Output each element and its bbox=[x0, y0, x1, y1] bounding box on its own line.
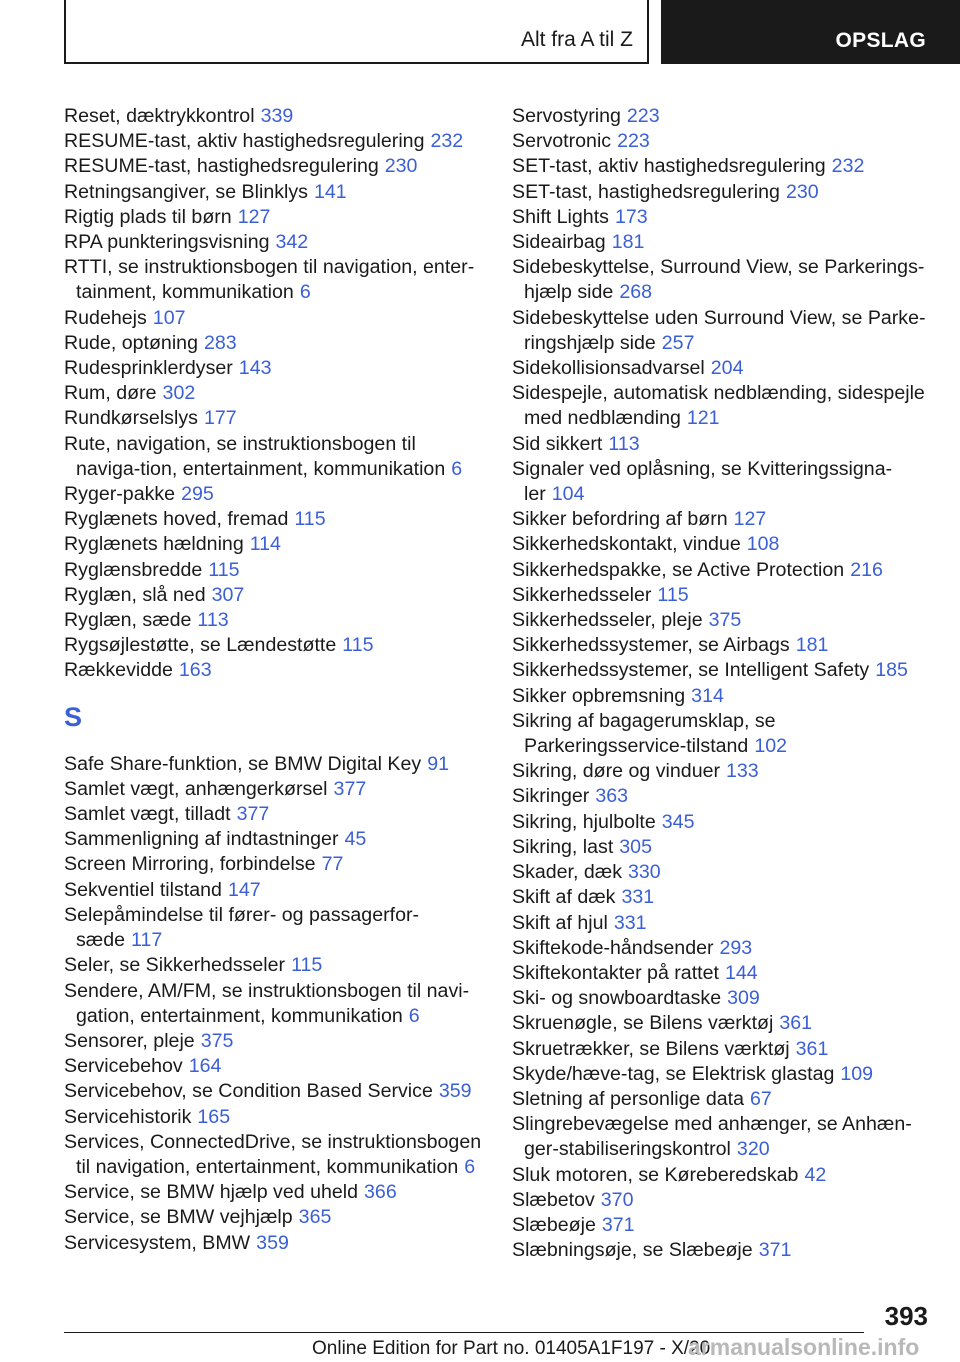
page-link[interactable]: 339 bbox=[260, 105, 294, 127]
index-entry-text: Sikring af bagagerumsklap, se Parkeringsservice-tilstand bbox=[512, 709, 776, 758]
index-entry bbox=[512, 356, 932, 381]
page-link[interactable]: 117 bbox=[131, 929, 163, 952]
page-link[interactable]: 309 bbox=[727, 987, 760, 1010]
index-entry-text: Skruetrækker, se Bilens værktøj bbox=[512, 1037, 790, 1060]
page-link[interactable]: 115 bbox=[208, 558, 240, 581]
index-entry-text: Sikker opbremsning bbox=[512, 684, 686, 707]
index-entry-text: Rude, optøning bbox=[64, 331, 198, 354]
index-entry bbox=[64, 852, 484, 877]
index-entry bbox=[512, 381, 932, 431]
index-entry-text: Sluk motoren, se Køreberedskab bbox=[512, 1163, 799, 1186]
index-entry-text: RESUME-tast, aktiv hastighedsregulering bbox=[64, 130, 425, 153]
footer-divider bbox=[64, 1332, 864, 1333]
index-entry bbox=[64, 827, 484, 852]
index-entry-text: Service, se BMW hjælp ved uheld bbox=[64, 1181, 359, 1204]
page-link[interactable]: 6 bbox=[451, 457, 463, 480]
page-link[interactable]: 232 bbox=[430, 130, 464, 153]
index-entry bbox=[512, 154, 932, 179]
index-entry bbox=[64, 532, 484, 557]
index-entry-text: Slæbetov bbox=[512, 1188, 595, 1211]
index-entry bbox=[64, 406, 484, 431]
index-entry bbox=[512, 532, 932, 557]
index-entry-text: Samlet vægt, anhængerkørsel bbox=[64, 777, 328, 800]
section-letter-s: S bbox=[64, 701, 83, 732]
page-link[interactable]: 283 bbox=[203, 331, 237, 354]
page-link[interactable]: 331 bbox=[621, 886, 655, 909]
page-link[interactable]: 359 bbox=[438, 1080, 472, 1103]
index-entry-text: Rum, døre bbox=[64, 382, 157, 405]
index-entry bbox=[64, 558, 484, 583]
index-entry bbox=[512, 558, 932, 583]
index-entry bbox=[512, 961, 932, 986]
index-column-left bbox=[64, 104, 484, 1256]
page-link[interactable]: 377 bbox=[333, 777, 367, 800]
index-entry-text: Sidebeskyttelse uden Surround View, se Parke-ringshjælp side bbox=[512, 306, 926, 354]
index-entry bbox=[64, 255, 484, 305]
page-link[interactable]: 375 bbox=[200, 1029, 234, 1052]
index-entry bbox=[64, 583, 484, 608]
index-entry-text: Skruenøgle, se Bilens værktøj bbox=[512, 1012, 774, 1035]
watermark-logo: armanualsonline.info bbox=[688, 1334, 920, 1360]
page-link[interactable]: 133 bbox=[726, 760, 759, 783]
page-link[interactable]: 185 bbox=[875, 659, 908, 682]
index-entry bbox=[64, 432, 484, 482]
index-entry-text: Servicehistorik bbox=[64, 1105, 192, 1128]
index-entry-text: Rudehejs bbox=[64, 306, 147, 329]
index-entry bbox=[512, 1011, 932, 1036]
page-link[interactable]: 102 bbox=[754, 735, 788, 758]
page-link[interactable]: 114 bbox=[249, 533, 281, 556]
page-link[interactable]: 223 bbox=[617, 130, 650, 153]
page-link[interactable]: 361 bbox=[795, 1037, 829, 1060]
index-entry bbox=[64, 752, 484, 777]
index-entry bbox=[64, 658, 484, 683]
index-entry-text: Sendere, AM/FM, se instruktionsbogen til navi-gation, entertainment, kommunikation bbox=[64, 979, 470, 1027]
index-entry bbox=[512, 507, 932, 532]
index-entry-text: Samlet vægt, tilladt bbox=[64, 803, 231, 826]
index-entry-text: RTTI, se instruktionsbogen til navigation, enter-tainment, kommunikation bbox=[64, 256, 475, 304]
page-link[interactable]: 165 bbox=[197, 1105, 231, 1128]
index-entry bbox=[64, 1205, 484, 1230]
header-tab-label: OPSLAG bbox=[835, 29, 926, 52]
index-entry bbox=[512, 684, 932, 709]
page-link[interactable]: 127 bbox=[237, 205, 271, 228]
index-entry-text: Skiftekode-håndsender bbox=[512, 936, 714, 959]
index-entry-text: Service, se BMW vejhjælp bbox=[64, 1206, 293, 1229]
index-entry bbox=[64, 1180, 484, 1205]
page-link[interactable]: 293 bbox=[719, 936, 753, 959]
index-entry bbox=[64, 381, 484, 406]
index-entry-text: Sikring, hjulbolte bbox=[512, 810, 656, 833]
index-entry-text: Rygsøjlestøtte, se Lændestøtte bbox=[64, 634, 337, 657]
index-entry bbox=[512, 835, 932, 860]
index-column-right bbox=[512, 104, 932, 1263]
page-link[interactable]: 370 bbox=[600, 1188, 634, 1211]
index-entry bbox=[512, 885, 932, 910]
index-entry bbox=[512, 608, 932, 633]
index-group-s-continued bbox=[512, 104, 932, 1263]
page-link[interactable]: 345 bbox=[661, 810, 695, 833]
index-entry bbox=[64, 1105, 484, 1130]
page-link[interactable]: 371 bbox=[758, 1239, 792, 1262]
index-entry-text: Servostyring bbox=[512, 105, 621, 127]
index-entry bbox=[64, 903, 484, 953]
index-entry-text: Signaler ved oplåsning, se Kvitteringssigna-ler bbox=[512, 457, 893, 506]
index-entry-text: Rækkevidde bbox=[64, 659, 173, 682]
page-link[interactable]: 91 bbox=[427, 752, 449, 775]
index-entry-text: Sikring, døre og vinduer bbox=[512, 760, 721, 783]
index-entry bbox=[512, 911, 932, 936]
index-entry-text: Retningsangiver, se Blinklys bbox=[64, 180, 308, 203]
index-entry-text: Shift Lights bbox=[512, 205, 609, 228]
page-link[interactable]: 143 bbox=[238, 357, 272, 380]
index-entry-text: Rigtig plads til børn bbox=[64, 205, 232, 228]
index-entry bbox=[64, 356, 484, 381]
page-link[interactable]: 177 bbox=[203, 407, 237, 430]
index-entry-text: Skift af hjul bbox=[512, 911, 608, 934]
index-entry-text: RESUME-tast, hastighedsregulering bbox=[64, 155, 379, 178]
index-entry bbox=[512, 1087, 932, 1112]
page-link[interactable]: 377 bbox=[236, 803, 270, 826]
index-entry-text: SET-tast, aktiv hastighedsregulering bbox=[512, 155, 826, 178]
index-entry bbox=[512, 205, 932, 230]
index-entry-text: Servicebehov bbox=[64, 1055, 183, 1078]
index-entry bbox=[64, 633, 484, 658]
page-link[interactable]: 115 bbox=[294, 508, 326, 531]
index-entry-text: SET-tast, hastighedsregulering bbox=[512, 180, 780, 203]
index-entry bbox=[512, 306, 932, 356]
page-link[interactable]: 331 bbox=[613, 911, 647, 934]
page-link[interactable]: 204 bbox=[710, 357, 744, 380]
index-entry bbox=[512, 986, 932, 1011]
page-link[interactable]: 361 bbox=[779, 1012, 813, 1035]
page-link[interactable]: 181 bbox=[611, 231, 645, 254]
page-link[interactable]: 375 bbox=[708, 609, 742, 632]
index-entry-text: Ryglænets hældning bbox=[64, 533, 244, 556]
index-entry-text: Sikringer bbox=[512, 785, 590, 808]
index-entry-text: Sikker befordring af børn bbox=[512, 508, 728, 531]
page-link[interactable]: 144 bbox=[724, 961, 758, 984]
index-entry bbox=[512, 432, 932, 457]
index-entry bbox=[64, 979, 484, 1029]
page-link[interactable]: 295 bbox=[181, 483, 214, 506]
index-entry bbox=[64, 1029, 484, 1054]
page-link[interactable]: 257 bbox=[661, 331, 695, 354]
index-entry bbox=[64, 104, 484, 129]
page-link[interactable]: 104 bbox=[551, 483, 585, 506]
index-entry bbox=[64, 331, 484, 356]
index-entry bbox=[512, 1037, 932, 1062]
page-link[interactable]: 113 bbox=[197, 609, 229, 632]
index-entry bbox=[64, 180, 484, 205]
index-entry-text: Sensorer, pleje bbox=[64, 1029, 195, 1052]
index-entry bbox=[512, 658, 932, 683]
index-entry bbox=[512, 936, 932, 961]
page-link[interactable]: 359 bbox=[256, 1231, 289, 1254]
index-entry-text: Slæbningsøje, se Slæbeøje bbox=[512, 1239, 753, 1262]
index-entry bbox=[64, 878, 484, 903]
index-entry-text: Sikkerhedspakke, se Active Protection bbox=[512, 558, 845, 581]
index-entry bbox=[512, 1163, 932, 1188]
index-entry-text: Sikkerhedskontakt, vindue bbox=[512, 533, 741, 556]
page-link[interactable]: 42 bbox=[804, 1163, 827, 1186]
index-entry-text: Ryger-pakke bbox=[64, 483, 176, 506]
index-entry-text: Sletning af personlige data bbox=[512, 1087, 745, 1110]
index-entry bbox=[64, 953, 484, 978]
page-link[interactable]: 302 bbox=[162, 382, 196, 405]
header-box bbox=[64, 0, 649, 64]
page-link[interactable]: 314 bbox=[691, 684, 724, 707]
index-entry-text: Servicebehov, se Condition Based Service bbox=[64, 1080, 433, 1103]
index-entry-text: Seler, se Sikkerhedsseler bbox=[64, 954, 286, 977]
page-link[interactable]: 342 bbox=[275, 231, 309, 254]
index-entry-text: Slingrebevægelse med anhænger, se Anhæn-ger-stabiliseringskontrol bbox=[512, 1113, 912, 1161]
index-entry bbox=[512, 633, 932, 658]
page-link[interactable]: 223 bbox=[626, 105, 660, 127]
index-entry-text: Skader, dæk bbox=[512, 861, 623, 884]
index-entry bbox=[64, 1054, 484, 1079]
page-link[interactable]: 320 bbox=[736, 1138, 770, 1161]
index-entry bbox=[512, 129, 932, 154]
page-link[interactable]: 115 bbox=[657, 583, 689, 606]
index-entry bbox=[512, 104, 932, 129]
index-entry bbox=[512, 230, 932, 255]
index-entry-text: Sidekollisionsadvarsel bbox=[512, 357, 705, 380]
index-entry-text: Slæbeøje bbox=[512, 1213, 596, 1236]
index-entry-text: Skyde/hæve-tag, se Elektrisk glastag bbox=[512, 1062, 835, 1085]
page-link[interactable]: 307 bbox=[211, 583, 245, 606]
page-link[interactable]: 115 bbox=[342, 634, 374, 657]
page-link[interactable]: 147 bbox=[227, 878, 261, 901]
page-link[interactable]: 371 bbox=[601, 1213, 635, 1236]
index-entry-text: RPA punkteringsvisning bbox=[64, 231, 270, 254]
index-entry-text: Sikkerhedssystemer, se Intelligent Safety bbox=[512, 659, 870, 682]
index-entry bbox=[64, 482, 484, 507]
index-entry-text: Servotronic bbox=[512, 130, 612, 153]
index-entry bbox=[64, 1079, 484, 1104]
index-entry bbox=[512, 810, 932, 835]
index-entry-text: Ryglænets hoved, fremad bbox=[64, 508, 289, 531]
index-entry-text: Sikkerhedsseler, pleje bbox=[512, 609, 703, 632]
page-link[interactable]: 127 bbox=[733, 508, 767, 531]
page-link[interactable]: 268 bbox=[619, 281, 653, 304]
page-number: 393 bbox=[884, 1301, 928, 1331]
index-entry-text: Screen Mirroring, forbindelse bbox=[64, 853, 316, 876]
page-link[interactable]: 216 bbox=[850, 558, 883, 581]
index-entry-text: Sikkerhedssystemer, se Airbags bbox=[512, 634, 790, 657]
index-entry bbox=[512, 1112, 932, 1162]
footer-edition: Online Edition for Part no. 01405A1F197 - X/20 bbox=[312, 1338, 711, 1359]
index-entry-text: Ryglæn, sæde bbox=[64, 609, 192, 632]
index-entry-text: Ryglæn, slå ned bbox=[64, 583, 206, 606]
page-link[interactable]: 108 bbox=[746, 533, 780, 556]
index-entry-text: Sikkerhedsseler bbox=[512, 583, 652, 606]
index-entry bbox=[64, 306, 484, 331]
index-entry bbox=[64, 1231, 484, 1256]
index-entry-text: Sidespejle, automatisk nedblænding, sidespejle med nedblænding bbox=[512, 382, 925, 430]
index-entry bbox=[64, 777, 484, 802]
index-entry-text: Reset, dæktrykkontrol bbox=[64, 105, 255, 127]
page-link[interactable]: 6 bbox=[464, 1155, 476, 1178]
index-entry bbox=[512, 1213, 932, 1238]
index-entry bbox=[512, 860, 932, 885]
index-entry-text: Rudesprinklerdyser bbox=[64, 357, 233, 380]
index-group-r bbox=[64, 104, 484, 684]
index-entry-text: Servicesystem, BMW bbox=[64, 1231, 251, 1254]
index-entry-text: Sekventiel tilstand bbox=[64, 878, 222, 901]
index-entry bbox=[64, 205, 484, 230]
index-entry-text: Skiftekontakter på rattet bbox=[512, 961, 719, 984]
index-entry-text: Sidebeskyttelse, Surround View, se Parkerings-hjælp side bbox=[512, 256, 925, 304]
page-link[interactable]: 121 bbox=[686, 407, 720, 430]
index-entry bbox=[512, 1188, 932, 1213]
index-entry-text: Skift af dæk bbox=[512, 886, 616, 909]
page-link[interactable]: 230 bbox=[785, 180, 819, 203]
index-entry-text: Services, ConnectedDrive, se instruktionsbogen til navigation, entertainment, kommunikation bbox=[64, 1130, 482, 1178]
page-link[interactable]: 6 bbox=[299, 281, 311, 304]
page-link[interactable]: 141 bbox=[313, 180, 347, 203]
page-link[interactable]: 173 bbox=[614, 205, 648, 228]
index-entry bbox=[512, 759, 932, 784]
index-entry-text: Ski- og snowboardtaske bbox=[512, 987, 722, 1010]
index-entry bbox=[512, 457, 932, 507]
index-entry-text: Ryglænsbredde bbox=[64, 558, 203, 581]
index-entry-text: Rute, navigation, se instruktionsbogen til naviga-tion, entertainment, kommunikation bbox=[64, 432, 446, 480]
page-link[interactable]: 164 bbox=[188, 1055, 222, 1078]
index-entry bbox=[512, 1238, 932, 1263]
page-link[interactable]: 45 bbox=[344, 828, 367, 851]
page-link[interactable]: 366 bbox=[364, 1181, 397, 1204]
page-link[interactable]: 6 bbox=[408, 1004, 420, 1027]
page-link[interactable]: 115 bbox=[291, 954, 323, 977]
page-link[interactable]: 67 bbox=[750, 1087, 772, 1110]
index-entry bbox=[512, 709, 932, 759]
index-entry bbox=[64, 507, 484, 532]
index-entry bbox=[512, 1062, 932, 1087]
index-entry-text: Rundkørselslys bbox=[64, 407, 198, 430]
index-entry bbox=[64, 154, 484, 179]
index-entry-text: Sammenligning af indtastninger bbox=[64, 828, 339, 851]
index-entry bbox=[512, 255, 932, 305]
page-link[interactable]: 230 bbox=[384, 155, 418, 178]
page-link[interactable]: 363 bbox=[595, 785, 629, 808]
page-link[interactable]: 163 bbox=[178, 659, 212, 682]
header-tab-opslag[interactable] bbox=[661, 0, 960, 64]
page-link[interactable]: 365 bbox=[298, 1206, 332, 1229]
page-link[interactable]: 109 bbox=[840, 1062, 874, 1085]
page-link[interactable]: 181 bbox=[795, 634, 829, 657]
index-entry bbox=[512, 784, 932, 809]
index-entry-text: Selepåmindelse til fører- og passagerfor-sæde bbox=[64, 903, 420, 952]
index-entry bbox=[512, 180, 932, 205]
index-entry bbox=[64, 608, 484, 633]
index-entry bbox=[64, 230, 484, 255]
index-group-s bbox=[64, 752, 484, 1256]
page-link[interactable]: 232 bbox=[831, 155, 865, 178]
index-entry-text: Safe Share-funktion, se BMW Digital Key bbox=[64, 752, 422, 775]
page-link[interactable]: 107 bbox=[152, 306, 186, 329]
index-entry bbox=[64, 802, 484, 827]
index-entry bbox=[64, 129, 484, 154]
header-title: Alt fra A til Z bbox=[520, 28, 633, 51]
index-entry bbox=[512, 583, 932, 608]
page-link[interactable]: 113 bbox=[608, 432, 640, 455]
index-entry-text: Sid sikkert bbox=[512, 432, 603, 455]
page-link[interactable]: 305 bbox=[619, 835, 652, 858]
index-entry bbox=[64, 1130, 484, 1180]
page-link[interactable]: 330 bbox=[628, 861, 661, 884]
page-link[interactable]: 77 bbox=[321, 853, 344, 876]
index-entry-text: Sideairbag bbox=[512, 231, 606, 254]
index-entry-text: Sikring, last bbox=[512, 835, 614, 858]
